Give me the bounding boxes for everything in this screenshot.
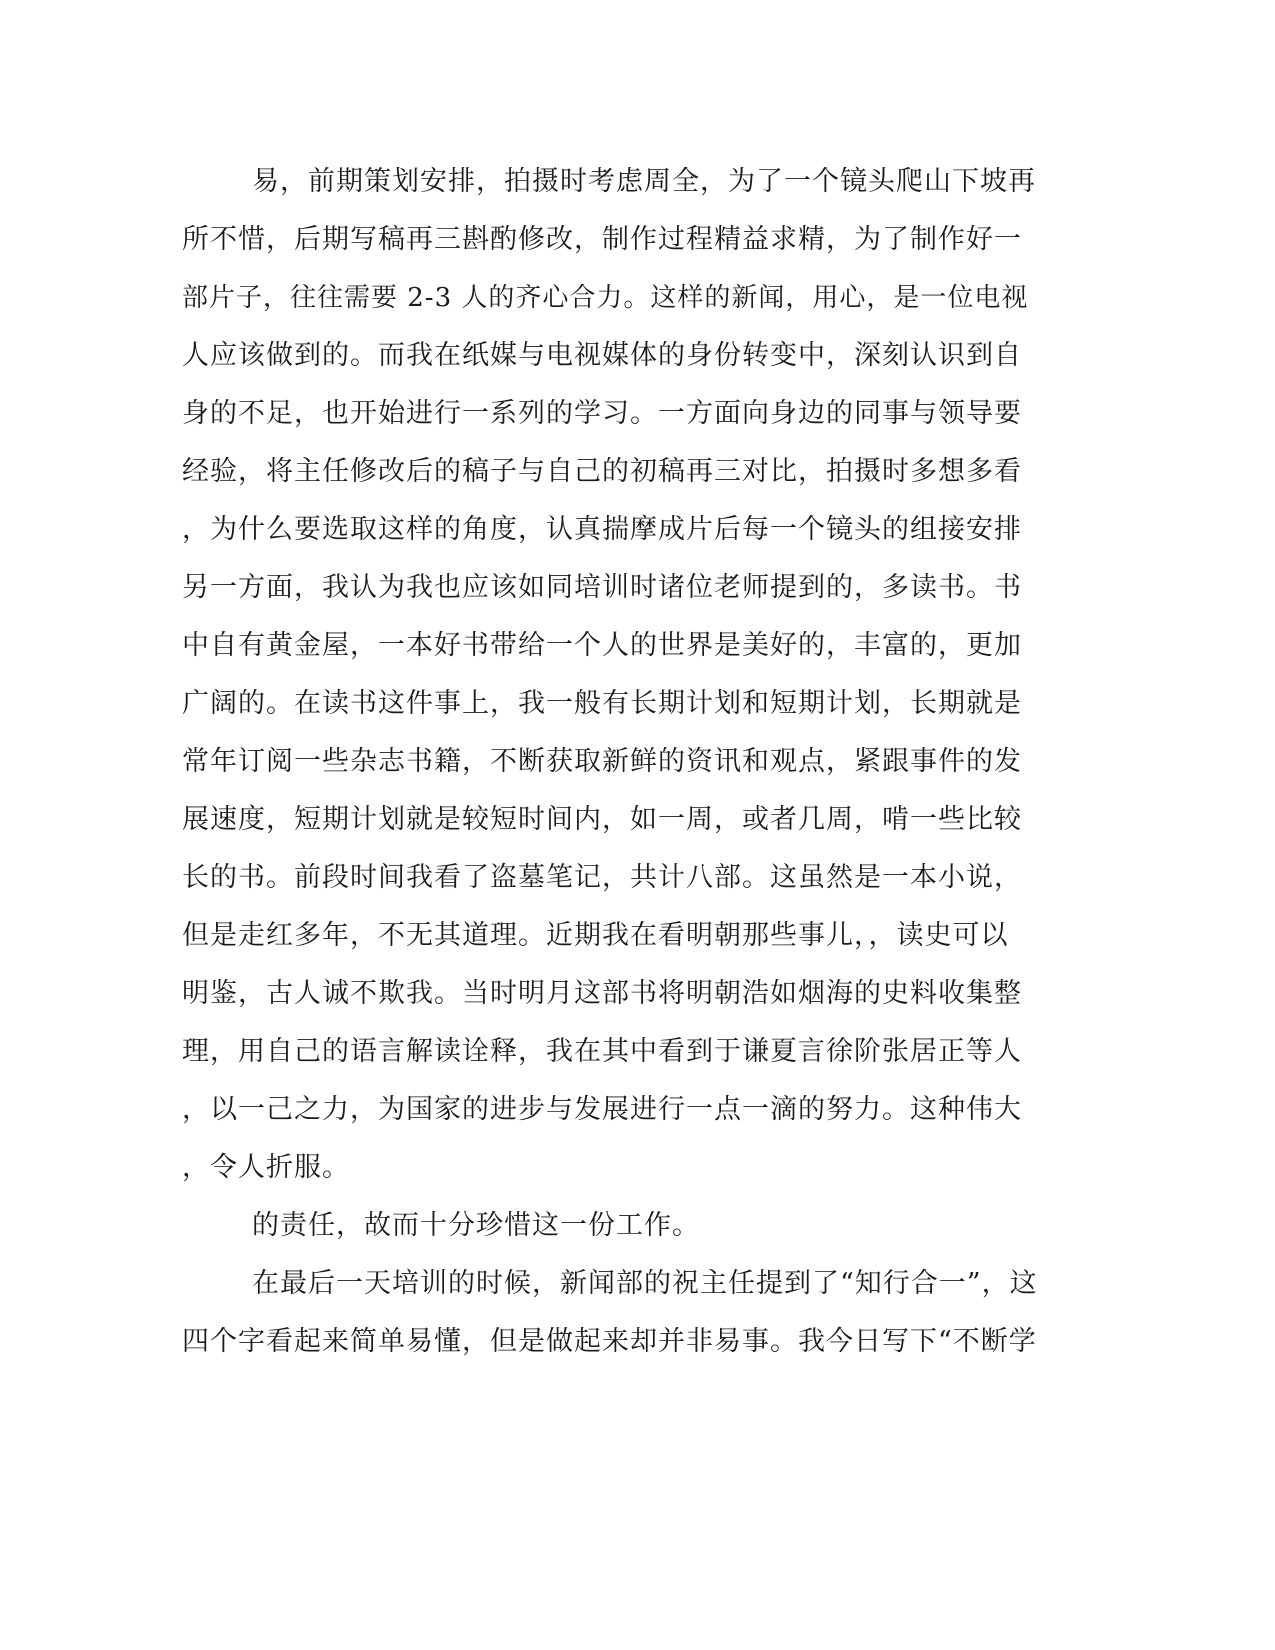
text-line: ，以一己之力，为国家的进步与发展进行一点一滴的努力。这种伟大 <box>182 1094 1022 1125</box>
text-line: 人应该做到的。而我在纸媒与电视媒体的身份转变中，深刻认识到自 <box>182 340 1022 371</box>
text-line: 长的书。前段时间我看了盗墓笔记，共计八部。这虽然是一本小说， <box>182 862 1022 893</box>
text-line: 但是走红多年，不无其道理。近期我在看明朝那些事儿，，读史可以 <box>182 920 1009 951</box>
text-line: 四个字看起来简单易懂，但是做起来却并非易事。我今日写下“不断学 <box>182 1326 1037 1357</box>
text-line: 理，用自己的语言解读诠释，我在其中看到于谦夏言徐阶张居正等人 <box>182 1036 1022 1067</box>
text-line: ，为什么要选取这样的角度，认真揣摩成片后每一个镜头的组接安排 <box>182 514 1022 545</box>
text-line: 易，前期策划安排，拍摄时考虑周全，为了一个镜头爬山下坡再 <box>252 166 1036 197</box>
text-line: 经验，将主任修改后的稿子与自己的初稿再三对比，拍摄时多想多看 <box>182 456 1022 487</box>
text-line: ，令人折服。 <box>182 1152 350 1183</box>
text-line: 中自有黄金屋，一本好书带给一个人的世界是美好的，丰富的，更加 <box>182 630 1022 661</box>
text-line: 所不惜，后期写稿再三斟酌修改，制作过程精益求精，为了制作好一 <box>182 224 1022 255</box>
text-line: 的责任，故而十分珍惜这一份工作。 <box>252 1210 700 1241</box>
text-line: 部片子，往往需要 2-3 人的齐心合力。这样的新闻，用心，是一位电视 <box>182 283 1029 313</box>
text-line: 展速度，短期计划就是较短时间内，如一周，或者几周，啃一些比较 <box>182 804 1022 835</box>
text-line: 另一方面，我认为我也应该如同培训时诸位老师提到的，多读书。书 <box>182 572 1022 603</box>
text-line: 常年订阅一些杂志书籍，不断获取新鲜的资讯和观点，紧跟事件的发 <box>182 746 1022 777</box>
text-line: 在最后一天培训的时候，新闻部的祝主任提到了“知行合一”，这 <box>252 1268 1038 1299</box>
text-line: 身的不足，也开始进行一系列的学习。一方面向身边的同事与领导要 <box>182 398 1022 429</box>
text-line: 明鉴，古人诚不欺我。当时明月这部书将明朝浩如烟海的史料收集整 <box>182 978 1022 1009</box>
text-line: 广阔的。在读书这件事上，我一般有长期计划和短期计划，长期就是 <box>182 688 1022 719</box>
